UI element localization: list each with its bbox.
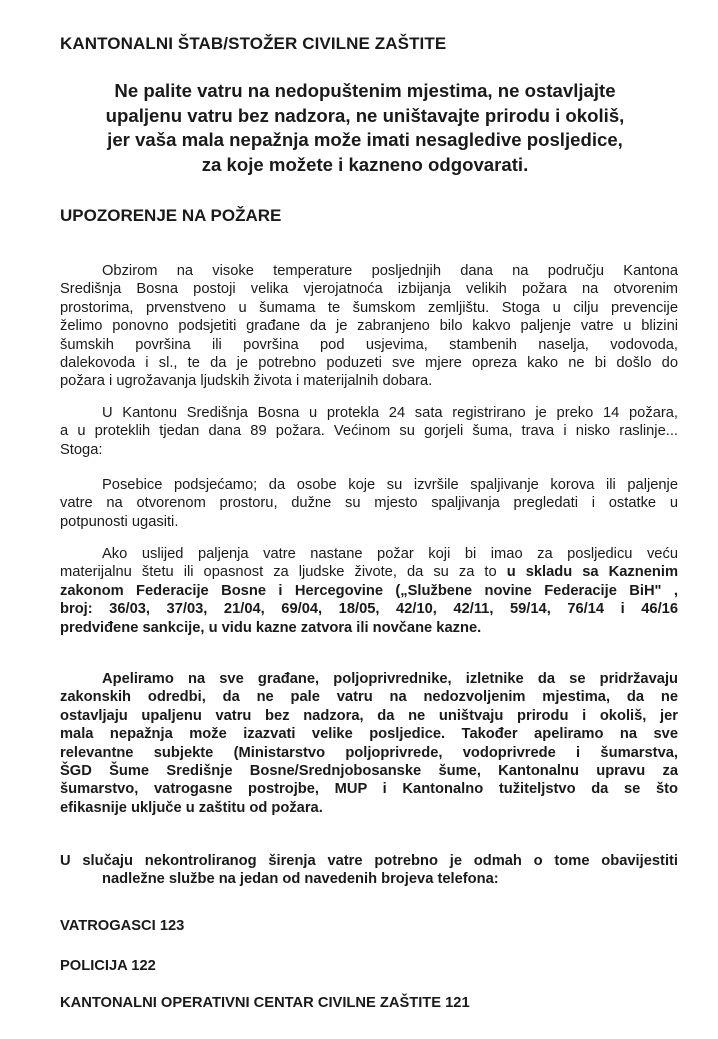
paragraph-line: broj: 36/03, 37/03, 21/04, 69/04, 18/05, 42/10, 42/11, 59/14, 76/14 i 46/16 <box>60 601 678 618</box>
header-title: KANTONALNI ŠTAB/STOŽER CIVILNE ZAŠTITE <box>60 34 447 53</box>
paragraph-line: zakonskih odredbi, da ne pale vatru na nedozvoljenim mjestima, da ne <box>60 689 678 706</box>
paragraph-line: želimo ponovno podsjetiti građane da je zabranjeno bilo kakvo paljenje vatre u blizini <box>60 318 678 335</box>
paragraph-line: Ako uslijed paljenja vatre nastane požar koji bi imao za posljedicu veću <box>102 546 678 562</box>
paragraph-text: materijalnu štetu ili opasnost za ljudske živote, da su za to <box>60 564 507 581</box>
law-reference: u skladu sa Kaznenim <box>506 564 679 581</box>
paragraph-line: a u proteklih tjedan dana 89 požara. Većinom su gorjeli šuma, trava i nisko raslinje... <box>60 423 678 440</box>
paragraph-line: šumarstvo, vatrogasne postrojbe, MUP i Kantonalno tužiteljstvo da se što <box>60 781 678 798</box>
paragraph-line: vatre na otvorenom prostoru, dužne su mjesto spaljivanja pregledati i ostatke u <box>60 495 678 512</box>
paragraph-line: relevantne subjekte (Ministarstvo poljoprivrede, vodoprivrede i šumarstva, <box>60 744 678 761</box>
paragraph-line: Obzirom na visoke temperature posljednjih dana na području Kantona <box>102 263 678 279</box>
paragraph-line: U Kantonu Središnja Bosna u protekla 24 sata registrirano je preko 14 požara, <box>102 405 678 421</box>
paragraph-6 <box>60 852 678 889</box>
paragraph-line: požara i ugrožavanja ljudskih života i materijalnih dobara. <box>60 373 433 390</box>
paragraph-line: zakonom Federacije Bosne i Hercegovine („Službene novine Federacije BiH" , <box>60 582 678 599</box>
paragraph-5 <box>60 670 678 817</box>
paragraph-4 <box>60 545 678 637</box>
paragraph-line: šumskih površina ili površina pod usjevima, stambenih naselja, vodovoda, <box>60 336 678 353</box>
paragraph-line: prostorima, prvenstveno u šumama te šumskom zemljištu. Stoga u cilju prevencije <box>60 299 678 316</box>
paragraph-line: efikasnije uključe u zaštitu od požara. <box>60 799 323 816</box>
paragraph-line: U slučaju nekontroliranog širenja vatre potrebno je odmah o tome obavijestiti <box>60 853 678 869</box>
paragraph-3 <box>60 476 678 531</box>
warning-block <box>40 79 690 177</box>
warning-line: Ne palite vatru na nedopuštenim mjestima, ne ostavljajte <box>114 80 616 101</box>
paragraph-line: Apeliramo na sve građane, poljoprivrednike, izletnike da se pridržavaju <box>102 671 678 687</box>
warning-line: za koje možete i kazneno odgovarati. <box>201 153 529 175</box>
paragraph-line: Stoga: <box>60 441 103 458</box>
paragraph-line: mala nepažnja može izazvati velike posljedice. Također apeliramo na sve <box>60 726 678 743</box>
paragraph-line: Posebice podsjećamo; da osobe koje su izvršile spaljivanje korova ili paljenje <box>102 477 678 493</box>
contact-firefighters: VATROGASCI 123 <box>60 918 185 934</box>
paragraph-line: dalekovoda i sl., te da je potrebno poduzeti sve mjere opreza kako ne bi došlo do <box>60 355 678 372</box>
paragraph-line: potpunosti ugasiti. <box>60 513 179 530</box>
paragraph-1 <box>60 262 678 391</box>
paragraph-line: ostavljaju upaljenu vatru bez nadzora, da ne uništvaju prirodu i okoliš, jer <box>60 707 678 724</box>
warning-line: upaljenu vatru bez nadzora, ne uništavajte prirodu i okoliš, <box>105 104 625 126</box>
warning-line: jer vaša mala nepažnja može imati nesagledive posljedice, <box>107 129 623 150</box>
paragraph-line <box>60 563 678 581</box>
contact-civil-protection: KANTONALNI OPERATIVNI CENTAR CIVILNE ZAŠTITE 121 <box>60 995 470 1011</box>
section-subtitle: UPOZORENJE NA POŽARE <box>60 206 282 225</box>
paragraph-line: predviđene sankcije, u vidu kazne zatvora ili novčane kazne. <box>60 619 482 636</box>
paragraph-line: Središnja Bosna postoji velika vjerojatnoća izbijanja velikih požara na otvorenim <box>60 281 678 298</box>
paragraph-line: ŠGD Šume Središnje Bosne/Srednjobosanske šume, Kantonalnu upravu za <box>60 763 678 780</box>
paragraph-2 <box>60 404 678 459</box>
contact-police: POLICIJA 122 <box>60 958 156 974</box>
paragraph-line: nadležne službe na jedan od navedenih brojeva telefona: <box>102 871 499 888</box>
